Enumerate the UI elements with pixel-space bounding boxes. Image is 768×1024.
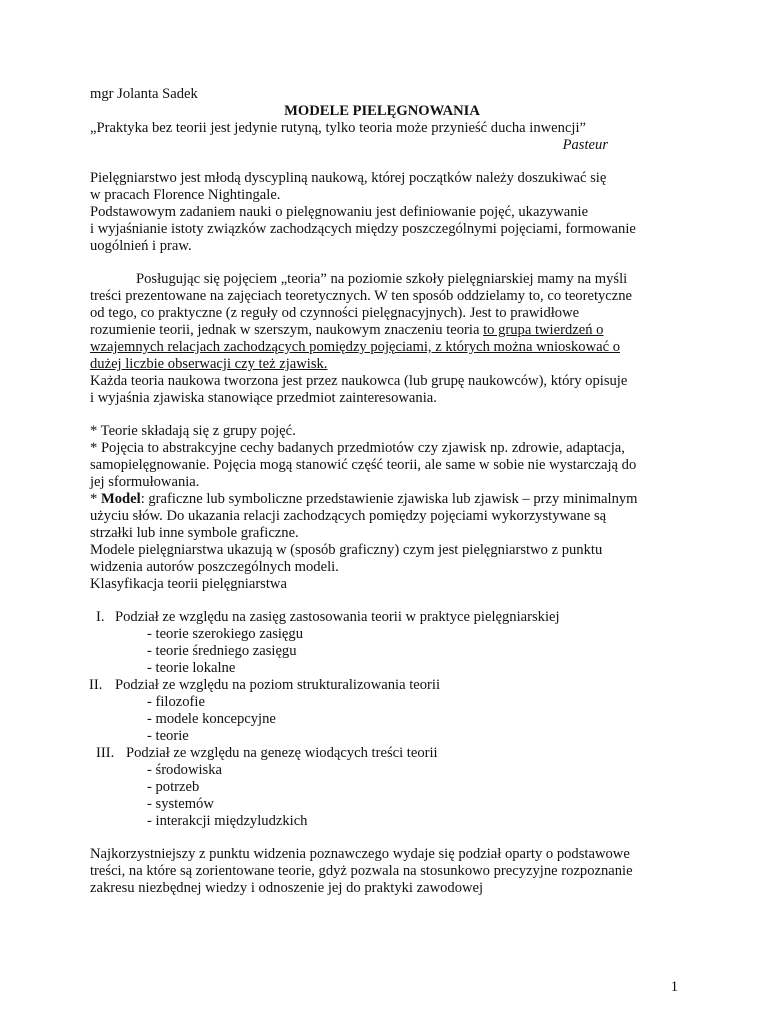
classification-item: - systemów: [147, 796, 214, 812]
classification-item: - teorie lokalne: [147, 660, 236, 676]
theory-text: rozumienie teorii, jednak w szerszym, naukowym znaczeniu teoria: [90, 322, 484, 338]
model-definition: : graficzne lub symboliczne przedstawienie zjawiska lub zjawisk – przy minimalnym: [140, 491, 638, 507]
intro-line: i wyjaśnianie istoty związków zachodzących między poszczególnymi pojęciami, formowanie: [90, 221, 636, 237]
classification-item: - teorie szerokiego zasięgu: [147, 626, 303, 642]
conclusion-line: Najkorzystniejszy z punktu widzenia poznawczego wydaje się podział oparty o podstawowe: [90, 846, 630, 862]
models-line: widzenia autorów poszczególnych modeli.: [90, 559, 339, 575]
classification-item: - teorie: [147, 728, 189, 744]
bullet-concepts: * Pojęcia to abstrakcyjne cechy badanych przedmiotów czy zjawisk np. zdrowie, adaptacja,: [90, 440, 625, 456]
classification-item: - środowiska: [147, 762, 222, 778]
classification-numeral: I.: [96, 609, 105, 625]
author-line: mgr Jolanta Sadek: [90, 86, 198, 102]
classification-item: - filozofie: [147, 694, 205, 710]
epigraph-quote: „Praktyka bez teorii jest jedynie rutyną, tylko teoria może przynieść ducha inwencji”: [90, 120, 587, 136]
page-number: 1: [670, 978, 678, 995]
theory-line: treści prezentowane na zajęciach teoretycznych. W ten sposób oddzielamy to, co teoretyczne: [90, 288, 633, 304]
theory-line: Posługując się pojęciem „teoria” na poziomie szkoły pielęgniarskiej mamy na myśli: [136, 271, 628, 287]
classification-group-heading: Podział ze względu na genezę wiodących treści teorii: [126, 745, 438, 761]
bullet-model: [90, 491, 638, 508]
theory-line: [90, 322, 603, 339]
classification-group-heading: Podział ze względu na zasięg zastosowania teorii w praktyce pielęgniarskiej: [115, 609, 560, 625]
bullet-theories: * Teorie składają się z grupy pojęć.: [90, 423, 296, 439]
bullet-concepts: samopielęgnowanie. Pojęcia mogą stanowić część teorii, ale same w sobie nie wystarczają do: [90, 457, 637, 473]
conclusion-line: treści, na które są zorientowane teorie, gdyż pozwala na stosunkowo precyzyjne rozpoznanie: [90, 863, 633, 879]
theory-definition-underlined: dużej liczbie obserwacji czy też zjawisk.: [90, 356, 328, 372]
epigraph-author: Pasteur: [562, 137, 608, 153]
classification-group-heading: Podział ze względu na poziom strukturalizowania teorii: [115, 677, 441, 693]
bullet-model: strzałki lub inne symbole graficzne.: [90, 525, 299, 541]
bullet-model: użyciu słów. Do ukazania relacji zachodzących pomiędzy pojęciami wykorzystywane są: [90, 508, 607, 524]
theory-line: Każda teoria naukowa tworzona jest przez naukowca (lub grupę naukowców), który opisuje: [90, 373, 628, 389]
classification-numeral: II.: [89, 677, 103, 693]
conclusion-line: zakresu niezbędnej wiedzy i odnoszenie jej do praktyki zawodowej: [90, 880, 484, 896]
intro-line: w pracach Florence Nightingale.: [90, 187, 281, 203]
intro-line: Pielęgniarstwo jest młodą dyscypliną naukową, której początków należy doszukiwać się: [90, 170, 607, 186]
models-line: Modele pielęgniarstwa ukazują w (sposób graficzny) czym jest pielęgniarstwo z punktu: [90, 542, 603, 558]
theory-line: i wyjaśnia zjawiska stanowiące przedmiot zainteresowania.: [90, 390, 437, 406]
bullet-concepts: jej sformułowania.: [90, 474, 200, 490]
theory-definition-underlined: to grupa twierdzeń o: [483, 322, 604, 338]
intro-line: uogólnień i praw.: [90, 238, 192, 254]
intro-line: Podstawowym zadaniem nauki o pielęgnowaniu jest definiowanie pojęć, ukazywanie: [90, 204, 589, 220]
classification-item: - teorie średniego zasięgu: [147, 643, 297, 659]
theory-definition-underlined: wzajemnych relacjach zachodzących pomiędzy pojęciami, z których można wnioskować o: [90, 339, 621, 355]
bullet-marker: *: [90, 491, 101, 507]
classification-item: - modele koncepcyjne: [147, 711, 276, 727]
classification-heading: Klasyfikacja teorii pielęgniarstwa: [90, 576, 287, 592]
classification-item: - interakcji międzyludzkich: [147, 813, 308, 829]
model-term: Model: [100, 491, 141, 507]
document-title: MODELE PIELĘGNOWANIA: [284, 103, 480, 119]
classification-item: - potrzeb: [147, 779, 200, 795]
classification-numeral: III.: [96, 745, 115, 761]
theory-line: od tego, co praktyczne (z reguły od czynności pielęgnacyjnych). Jest to prawidłowe: [90, 305, 580, 321]
